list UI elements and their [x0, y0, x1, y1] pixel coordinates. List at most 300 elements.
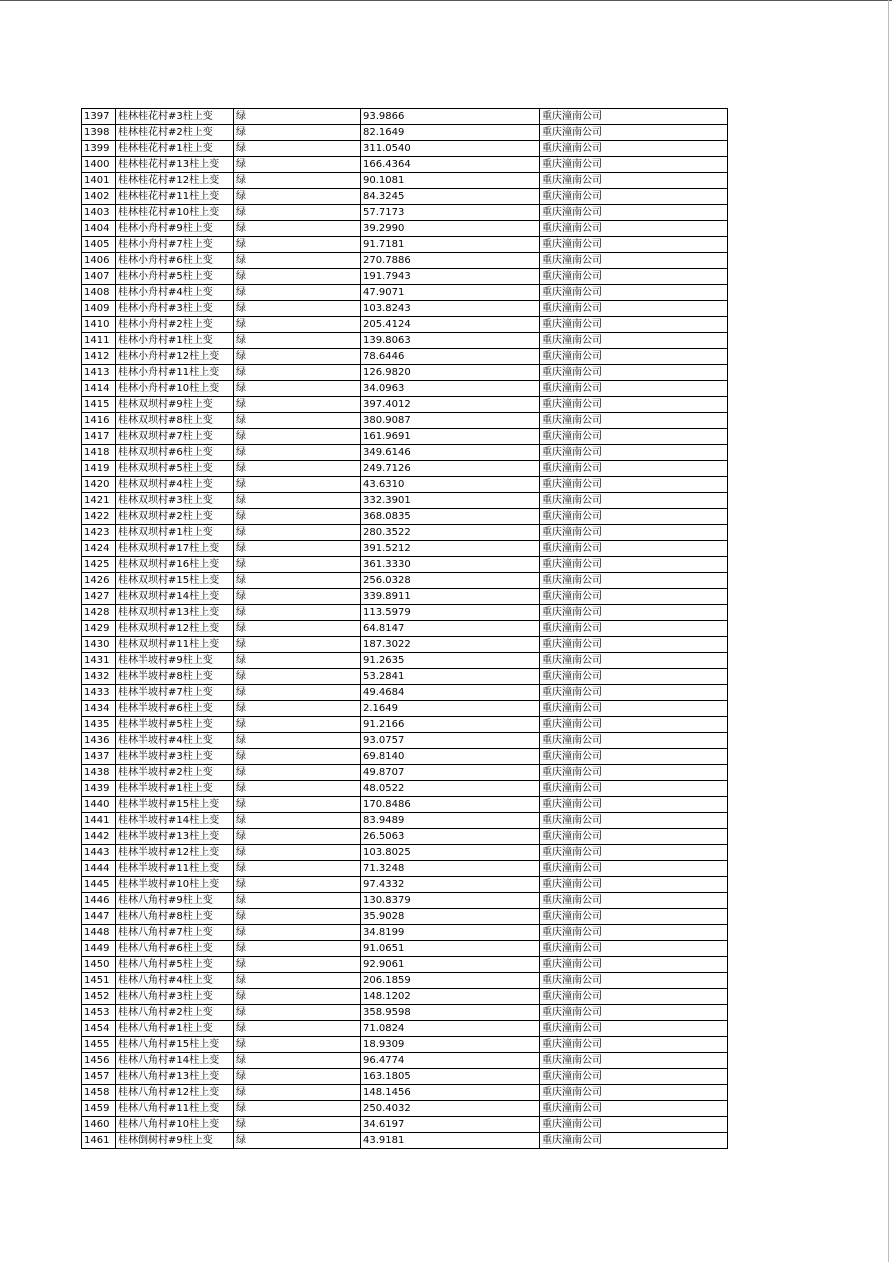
table-row — [82, 765, 728, 781]
company-cell: 重庆潼南公司 — [540, 397, 728, 413]
row-id-cell: 1438 — [82, 765, 116, 781]
value-cell: 249.7126 — [361, 461, 540, 477]
row-id-cell: 1452 — [82, 989, 116, 1005]
transformer-name-cell: 桂林八角村#8柱上变 — [116, 909, 234, 925]
transformer-table — [81, 108, 728, 1149]
company-cell: 重庆潼南公司 — [540, 573, 728, 589]
transformer-name-cell: 桂林半坡村#13柱上变 — [116, 829, 234, 845]
status-color-cell: 绿 — [234, 125, 361, 141]
status-color-cell: 绿 — [234, 653, 361, 669]
row-id-cell: 1413 — [82, 365, 116, 381]
company-cell: 重庆潼南公司 — [540, 621, 728, 637]
transformer-name-cell: 桂林半坡村#4柱上变 — [116, 733, 234, 749]
status-color-cell: 绿 — [234, 605, 361, 621]
value-cell: 391.5212 — [361, 541, 540, 557]
status-color-cell: 绿 — [234, 989, 361, 1005]
row-id-cell: 1412 — [82, 349, 116, 365]
status-color-cell: 绿 — [234, 877, 361, 893]
status-color-cell: 绿 — [234, 1101, 361, 1117]
table-row — [82, 301, 728, 317]
transformer-name-cell: 桂林双坝村#7柱上变 — [116, 429, 234, 445]
status-color-cell: 绿 — [234, 669, 361, 685]
row-id-cell: 1436 — [82, 733, 116, 749]
company-cell: 重庆潼南公司 — [540, 493, 728, 509]
status-color-cell: 绿 — [234, 621, 361, 637]
company-cell: 重庆潼南公司 — [540, 525, 728, 541]
table-row — [82, 317, 728, 333]
table-row — [82, 1069, 728, 1085]
table-row — [82, 509, 728, 525]
company-cell: 重庆潼南公司 — [540, 909, 728, 925]
status-color-cell: 绿 — [234, 333, 361, 349]
value-cell: 139.8063 — [361, 333, 540, 349]
table-row — [82, 365, 728, 381]
company-cell: 重庆潼南公司 — [540, 765, 728, 781]
row-id-cell: 1460 — [82, 1117, 116, 1133]
table-row — [82, 429, 728, 445]
table-row — [82, 189, 728, 205]
row-id-cell: 1435 — [82, 717, 116, 733]
transformer-name-cell: 桂林半坡村#9柱上变 — [116, 653, 234, 669]
row-id-cell: 1398 — [82, 125, 116, 141]
table-row — [82, 621, 728, 637]
row-id-cell: 1428 — [82, 605, 116, 621]
status-color-cell: 绿 — [234, 173, 361, 189]
company-cell: 重庆潼南公司 — [540, 605, 728, 621]
value-cell: 332.3901 — [361, 493, 540, 509]
table-row — [82, 733, 728, 749]
value-cell: 91.2166 — [361, 717, 540, 733]
status-color-cell: 绿 — [234, 733, 361, 749]
transformer-name-cell: 桂林桂花村#13柱上变 — [116, 157, 234, 173]
transformer-name-cell: 桂林双坝村#16柱上变 — [116, 557, 234, 573]
row-id-cell: 1451 — [82, 973, 116, 989]
table-row — [82, 605, 728, 621]
status-color-cell: 绿 — [234, 1037, 361, 1053]
company-cell: 重庆潼南公司 — [540, 797, 728, 813]
transformer-name-cell: 桂林半坡村#15柱上变 — [116, 797, 234, 813]
row-id-cell: 1446 — [82, 893, 116, 909]
row-id-cell: 1400 — [82, 157, 116, 173]
table-row — [82, 669, 728, 685]
row-id-cell: 1455 — [82, 1037, 116, 1053]
company-cell: 重庆潼南公司 — [540, 189, 728, 205]
table-row — [82, 525, 728, 541]
status-color-cell: 绿 — [234, 861, 361, 877]
table-row — [82, 1133, 728, 1149]
table-row — [82, 813, 728, 829]
company-cell: 重庆潼南公司 — [540, 317, 728, 333]
row-id-cell: 1454 — [82, 1021, 116, 1037]
status-color-cell: 绿 — [234, 509, 361, 525]
status-color-cell: 绿 — [234, 1053, 361, 1069]
transformer-name-cell: 桂林八角村#11柱上变 — [116, 1101, 234, 1117]
company-cell: 重庆潼南公司 — [540, 829, 728, 845]
company-cell: 重庆潼南公司 — [540, 813, 728, 829]
transformer-name-cell: 桂林桂花村#12柱上变 — [116, 173, 234, 189]
row-id-cell: 1431 — [82, 653, 116, 669]
company-cell: 重庆潼南公司 — [540, 893, 728, 909]
row-id-cell: 1424 — [82, 541, 116, 557]
transformer-name-cell: 桂林小舟村#1柱上变 — [116, 333, 234, 349]
page-right-border — [888, 0, 889, 1262]
row-id-cell: 1442 — [82, 829, 116, 845]
value-cell: 18.9309 — [361, 1037, 540, 1053]
value-cell: 34.6197 — [361, 1117, 540, 1133]
status-color-cell: 绿 — [234, 109, 361, 125]
row-id-cell: 1459 — [82, 1101, 116, 1117]
status-color-cell: 绿 — [234, 445, 361, 461]
table-row — [82, 1037, 728, 1053]
company-cell: 重庆潼南公司 — [540, 333, 728, 349]
value-cell: 368.0835 — [361, 509, 540, 525]
company-cell: 重庆潼南公司 — [540, 957, 728, 973]
table-row — [82, 973, 728, 989]
company-cell: 重庆潼南公司 — [540, 429, 728, 445]
row-id-cell: 1417 — [82, 429, 116, 445]
row-id-cell: 1427 — [82, 589, 116, 605]
row-id-cell: 1421 — [82, 493, 116, 509]
value-cell: 380.9087 — [361, 413, 540, 429]
status-color-cell: 绿 — [234, 909, 361, 925]
status-color-cell: 绿 — [234, 765, 361, 781]
value-cell: 91.7181 — [361, 237, 540, 253]
transformer-name-cell: 桂林八角村#6柱上变 — [116, 941, 234, 957]
row-id-cell: 1450 — [82, 957, 116, 973]
company-cell: 重庆潼南公司 — [540, 989, 728, 1005]
value-cell: 49.8707 — [361, 765, 540, 781]
row-id-cell: 1425 — [82, 557, 116, 573]
row-id-cell: 1448 — [82, 925, 116, 941]
status-color-cell: 绿 — [234, 157, 361, 173]
value-cell: 339.8911 — [361, 589, 540, 605]
value-cell: 34.8199 — [361, 925, 540, 941]
table-body — [82, 109, 728, 1149]
transformer-name-cell: 桂林半坡村#11柱上变 — [116, 861, 234, 877]
transformer-name-cell: 桂林半坡村#14柱上变 — [116, 813, 234, 829]
company-cell: 重庆潼南公司 — [540, 1117, 728, 1133]
value-cell: 93.0757 — [361, 733, 540, 749]
row-id-cell: 1414 — [82, 381, 116, 397]
row-id-cell: 1447 — [82, 909, 116, 925]
table-row — [82, 653, 728, 669]
value-cell: 92.9061 — [361, 957, 540, 973]
value-cell: 166.4364 — [361, 157, 540, 173]
table-row — [82, 797, 728, 813]
company-cell: 重庆潼南公司 — [540, 749, 728, 765]
company-cell: 重庆潼南公司 — [540, 141, 728, 157]
status-color-cell: 绿 — [234, 541, 361, 557]
value-cell: 103.8025 — [361, 845, 540, 861]
transformer-name-cell: 桂林桂花村#1柱上变 — [116, 141, 234, 157]
status-color-cell: 绿 — [234, 1117, 361, 1133]
table-row — [82, 877, 728, 893]
table-row — [82, 173, 728, 189]
transformer-name-cell: 桂林倒树村#9柱上变 — [116, 1133, 234, 1149]
company-cell: 重庆潼南公司 — [540, 557, 728, 573]
value-cell: 187.3022 — [361, 637, 540, 653]
company-cell: 重庆潼南公司 — [540, 253, 728, 269]
status-color-cell: 绿 — [234, 637, 361, 653]
transformer-name-cell: 桂林半坡村#6柱上变 — [116, 701, 234, 717]
status-color-cell: 绿 — [234, 845, 361, 861]
transformer-name-cell: 桂林双坝村#11柱上变 — [116, 637, 234, 653]
row-id-cell: 1445 — [82, 877, 116, 893]
row-id-cell: 1457 — [82, 1069, 116, 1085]
value-cell: 49.4684 — [361, 685, 540, 701]
table-row — [82, 157, 728, 173]
row-id-cell: 1415 — [82, 397, 116, 413]
table-row — [82, 253, 728, 269]
page-top-border — [0, 0, 892, 1]
company-cell: 重庆潼南公司 — [540, 301, 728, 317]
company-cell: 重庆潼南公司 — [540, 413, 728, 429]
value-cell: 397.4012 — [361, 397, 540, 413]
status-color-cell: 绿 — [234, 189, 361, 205]
table-row — [82, 941, 728, 957]
table-row — [82, 413, 728, 429]
company-cell: 重庆潼南公司 — [540, 1053, 728, 1069]
table-row — [82, 781, 728, 797]
transformer-name-cell: 桂林双坝村#2柱上变 — [116, 509, 234, 525]
row-id-cell: 1433 — [82, 685, 116, 701]
row-id-cell: 1443 — [82, 845, 116, 861]
table-row — [82, 541, 728, 557]
table-row — [82, 845, 728, 861]
status-color-cell: 绿 — [234, 701, 361, 717]
table-row — [82, 445, 728, 461]
status-color-cell: 绿 — [234, 397, 361, 413]
value-cell: 126.9820 — [361, 365, 540, 381]
value-cell: 205.4124 — [361, 317, 540, 333]
row-id-cell: 1420 — [82, 477, 116, 493]
table-row — [82, 221, 728, 237]
value-cell: 2.1649 — [361, 701, 540, 717]
transformer-name-cell: 桂林八角村#10柱上变 — [116, 1117, 234, 1133]
table-row — [82, 589, 728, 605]
table-row — [82, 333, 728, 349]
status-color-cell: 绿 — [234, 269, 361, 285]
row-id-cell: 1440 — [82, 797, 116, 813]
value-cell: 163.1805 — [361, 1069, 540, 1085]
status-color-cell: 绿 — [234, 941, 361, 957]
value-cell: 69.8140 — [361, 749, 540, 765]
row-id-cell: 1456 — [82, 1053, 116, 1069]
value-cell: 64.8147 — [361, 621, 540, 637]
row-id-cell: 1401 — [82, 173, 116, 189]
table-row — [82, 493, 728, 509]
value-cell: 191.7943 — [361, 269, 540, 285]
status-color-cell: 绿 — [234, 413, 361, 429]
table-row — [82, 893, 728, 909]
company-cell: 重庆潼南公司 — [540, 637, 728, 653]
company-cell: 重庆潼南公司 — [540, 461, 728, 477]
transformer-name-cell: 桂林半坡村#5柱上变 — [116, 717, 234, 733]
company-cell: 重庆潼南公司 — [540, 717, 728, 733]
transformer-name-cell: 桂林八角村#4柱上变 — [116, 973, 234, 989]
status-color-cell: 绿 — [234, 1133, 361, 1149]
transformer-name-cell: 桂林半坡村#3柱上变 — [116, 749, 234, 765]
table-row — [82, 909, 728, 925]
status-color-cell: 绿 — [234, 429, 361, 445]
value-cell: 358.9598 — [361, 1005, 540, 1021]
transformer-name-cell: 桂林双坝村#3柱上变 — [116, 493, 234, 509]
table-row — [82, 925, 728, 941]
table-row — [82, 685, 728, 701]
company-cell: 重庆潼南公司 — [540, 1133, 728, 1149]
company-cell: 重庆潼南公司 — [540, 365, 728, 381]
table-row — [82, 557, 728, 573]
company-cell: 重庆潼南公司 — [540, 205, 728, 221]
table-row — [82, 349, 728, 365]
company-cell: 重庆潼南公司 — [540, 477, 728, 493]
row-id-cell: 1409 — [82, 301, 116, 317]
company-cell: 重庆潼南公司 — [540, 781, 728, 797]
value-cell: 361.3330 — [361, 557, 540, 573]
table-row — [82, 637, 728, 653]
status-color-cell: 绿 — [234, 1021, 361, 1037]
transformer-name-cell: 桂林双坝村#1柱上变 — [116, 525, 234, 541]
status-color-cell: 绿 — [234, 285, 361, 301]
row-id-cell: 1406 — [82, 253, 116, 269]
transformer-name-cell: 桂林半坡村#8柱上变 — [116, 669, 234, 685]
company-cell: 重庆潼南公司 — [540, 845, 728, 861]
value-cell: 43.6310 — [361, 477, 540, 493]
company-cell: 重庆潼南公司 — [540, 349, 728, 365]
value-cell: 97.4332 — [361, 877, 540, 893]
transformer-name-cell: 桂林八角村#5柱上变 — [116, 957, 234, 973]
value-cell: 39.2990 — [361, 221, 540, 237]
transformer-name-cell: 桂林小舟村#4柱上变 — [116, 285, 234, 301]
transformer-name-cell: 桂林小舟村#6柱上变 — [116, 253, 234, 269]
row-id-cell: 1408 — [82, 285, 116, 301]
status-color-cell: 绿 — [234, 525, 361, 541]
status-color-cell: 绿 — [234, 317, 361, 333]
value-cell: 43.9181 — [361, 1133, 540, 1149]
value-cell: 53.2841 — [361, 669, 540, 685]
status-color-cell: 绿 — [234, 797, 361, 813]
row-id-cell: 1423 — [82, 525, 116, 541]
status-color-cell: 绿 — [234, 301, 361, 317]
row-id-cell: 1441 — [82, 813, 116, 829]
row-id-cell: 1432 — [82, 669, 116, 685]
transformer-name-cell: 桂林小舟村#10柱上变 — [116, 381, 234, 397]
value-cell: 91.0651 — [361, 941, 540, 957]
transformer-name-cell: 桂林双坝村#14柱上变 — [116, 589, 234, 605]
table-row — [82, 573, 728, 589]
value-cell: 96.4774 — [361, 1053, 540, 1069]
status-color-cell: 绿 — [234, 349, 361, 365]
transformer-name-cell: 桂林八角村#12柱上变 — [116, 1085, 234, 1101]
status-color-cell: 绿 — [234, 893, 361, 909]
status-color-cell: 绿 — [234, 957, 361, 973]
transformer-name-cell: 桂林双坝村#15柱上变 — [116, 573, 234, 589]
row-id-cell: 1461 — [82, 1133, 116, 1149]
company-cell: 重庆潼南公司 — [540, 861, 728, 877]
row-id-cell: 1397 — [82, 109, 116, 125]
row-id-cell: 1404 — [82, 221, 116, 237]
table-row — [82, 205, 728, 221]
company-cell: 重庆潼南公司 — [540, 669, 728, 685]
company-cell: 重庆潼南公司 — [540, 941, 728, 957]
status-color-cell: 绿 — [234, 973, 361, 989]
transformer-name-cell: 桂林小舟村#11柱上变 — [116, 365, 234, 381]
transformer-name-cell: 桂林小舟村#9柱上变 — [116, 221, 234, 237]
table-row — [82, 701, 728, 717]
transformer-name-cell: 桂林小舟村#12柱上变 — [116, 349, 234, 365]
value-cell: 84.3245 — [361, 189, 540, 205]
transformer-name-cell: 桂林双坝村#4柱上变 — [116, 477, 234, 493]
company-cell: 重庆潼南公司 — [540, 589, 728, 605]
row-id-cell: 1407 — [82, 269, 116, 285]
status-color-cell: 绿 — [234, 717, 361, 733]
table-row — [82, 141, 728, 157]
transformer-name-cell: 桂林小舟村#5柱上变 — [116, 269, 234, 285]
row-id-cell: 1434 — [82, 701, 116, 717]
value-cell: 48.0522 — [361, 781, 540, 797]
value-cell: 90.1081 — [361, 173, 540, 189]
company-cell: 重庆潼南公司 — [540, 157, 728, 173]
value-cell: 349.6146 — [361, 445, 540, 461]
company-cell: 重庆潼南公司 — [540, 381, 728, 397]
table-row — [82, 1005, 728, 1021]
status-color-cell: 绿 — [234, 573, 361, 589]
transformer-name-cell: 桂林八角村#13柱上变 — [116, 1069, 234, 1085]
company-cell: 重庆潼南公司 — [540, 1005, 728, 1021]
row-id-cell: 1419 — [82, 461, 116, 477]
company-cell: 重庆潼南公司 — [540, 173, 728, 189]
table-row — [82, 1053, 728, 1069]
table-row — [82, 861, 728, 877]
status-color-cell: 绿 — [234, 141, 361, 157]
table-row — [82, 1101, 728, 1117]
status-color-cell: 绿 — [234, 1069, 361, 1085]
transformer-name-cell: 桂林双坝村#6柱上变 — [116, 445, 234, 461]
value-cell: 256.0328 — [361, 573, 540, 589]
company-cell: 重庆潼南公司 — [540, 733, 728, 749]
company-cell: 重庆潼南公司 — [540, 221, 728, 237]
value-cell: 206.1859 — [361, 973, 540, 989]
company-cell: 重庆潼南公司 — [540, 1085, 728, 1101]
company-cell: 重庆潼南公司 — [540, 541, 728, 557]
row-id-cell: 1405 — [82, 237, 116, 253]
table-row — [82, 1021, 728, 1037]
transformer-name-cell: 桂林双坝村#13柱上变 — [116, 605, 234, 621]
table-row — [82, 109, 728, 125]
table-row — [82, 397, 728, 413]
transformer-name-cell: 桂林小舟村#3柱上变 — [116, 301, 234, 317]
status-color-cell: 绿 — [234, 685, 361, 701]
transformer-name-cell: 桂林半坡村#7柱上变 — [116, 685, 234, 701]
table-row — [82, 237, 728, 253]
row-id-cell: 1402 — [82, 189, 116, 205]
row-id-cell: 1411 — [82, 333, 116, 349]
table-row — [82, 125, 728, 141]
table-row — [82, 829, 728, 845]
value-cell: 71.3248 — [361, 861, 540, 877]
transformer-name-cell: 桂林双坝村#5柱上变 — [116, 461, 234, 477]
value-cell: 82.1649 — [361, 125, 540, 141]
value-cell: 161.9691 — [361, 429, 540, 445]
status-color-cell: 绿 — [234, 829, 361, 845]
company-cell: 重庆潼南公司 — [540, 1037, 728, 1053]
table-row — [82, 1117, 728, 1133]
company-cell: 重庆潼南公司 — [540, 1069, 728, 1085]
value-cell: 71.0824 — [361, 1021, 540, 1037]
transformer-name-cell: 桂林半坡村#1柱上变 — [116, 781, 234, 797]
value-cell: 148.1202 — [361, 989, 540, 1005]
status-color-cell: 绿 — [234, 781, 361, 797]
